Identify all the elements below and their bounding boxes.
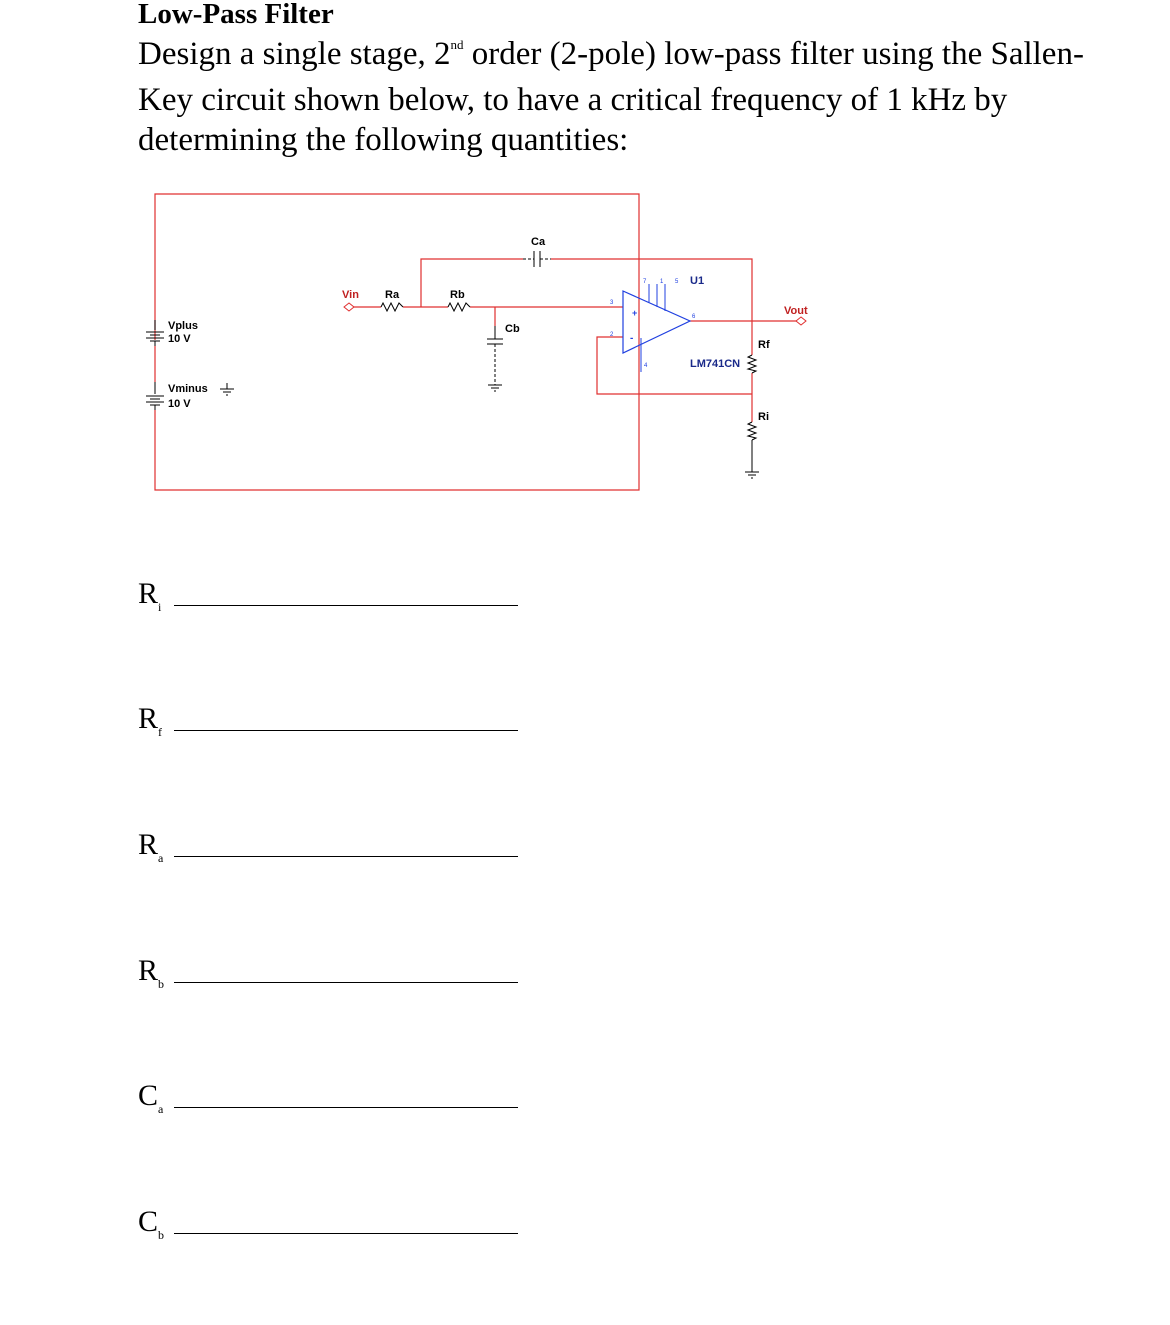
pin-7-label: 7	[643, 279, 647, 285]
ra-resistor	[381, 303, 403, 311]
ca-right-wire	[551, 259, 752, 321]
opamp-model-label: LM741CN	[690, 358, 741, 370]
ri-ground	[745, 472, 759, 478]
vin-terminal	[344, 303, 354, 311]
answer-blank-ra[interactable]	[174, 856, 518, 857]
answer-ri	[138, 578, 538, 618]
cb-ground	[488, 385, 502, 391]
prompt-text-after: order (2-pole) low-pass filter using the Sallen-Key circuit shown below, to have a critical frequency of 1 kHz by determining the following quantities:	[138, 36, 1084, 158]
pin-2-label: 2	[610, 332, 614, 338]
inv-sign: -	[630, 333, 634, 344]
quantity-symbol: C	[138, 1205, 159, 1238]
quantity-symbol: R	[138, 828, 159, 861]
answer-rb	[138, 955, 538, 995]
rf-label: Rf	[758, 339, 770, 351]
grounds	[220, 383, 759, 478]
supply-ground	[220, 383, 234, 395]
answer-blank-rf[interactable]	[174, 730, 518, 731]
vin-label: Vin	[342, 289, 359, 301]
ra-label: Ra	[385, 289, 400, 301]
wires	[155, 194, 800, 490]
prompt-superscript: nd	[450, 37, 464, 52]
quantity-subscript: a	[158, 1102, 164, 1116]
quantity-subscript: b	[158, 1228, 164, 1242]
quantity-subscript: i	[158, 600, 162, 614]
cb-label: Cb	[505, 323, 520, 335]
terminals	[344, 303, 806, 325]
quantity-subscript: a	[158, 851, 164, 865]
ca-left-wire	[421, 259, 523, 307]
pin-4-label: 4	[644, 363, 648, 369]
vplus-label: Vplus	[168, 320, 198, 332]
answer-rf	[138, 703, 538, 743]
quantity-subscript: f	[158, 725, 162, 739]
answer-blank-cb[interactable]	[174, 1233, 518, 1234]
ca-label: Ca	[531, 236, 546, 248]
answer-ca	[138, 1080, 538, 1120]
quantity-symbol: R	[138, 702, 159, 735]
supply-loop-wire	[155, 194, 639, 490]
vminus-battery	[146, 382, 164, 410]
vout-label: Vout	[784, 305, 808, 317]
rb-label: Rb	[450, 289, 465, 301]
answer-cb	[138, 1206, 538, 1246]
answer-blank-rb[interactable]	[174, 982, 518, 983]
pin-6-label: 6	[692, 314, 696, 320]
pin-1-label: 1	[660, 279, 664, 285]
quantity-symbol: R	[138, 954, 159, 987]
rf-resistor	[748, 355, 756, 373]
ri-label: Ri	[758, 411, 769, 423]
quantity-subscript: b	[158, 977, 164, 991]
prompt-text-before: Design a single stage, 2	[138, 36, 451, 72]
resistors	[381, 303, 756, 440]
opamp-u1	[610, 275, 740, 372]
noninv-sign: +	[632, 308, 638, 318]
pin-3-label: 3	[610, 300, 614, 306]
u1-label: U1	[690, 275, 705, 287]
capacitors	[487, 251, 551, 385]
opamp-pins	[641, 284, 665, 372]
quantity-symbol: C	[138, 1079, 159, 1112]
page-title: Low-Pass Filter	[138, 0, 334, 30]
pin-5-label: 5	[675, 279, 679, 285]
component-labels	[168, 236, 770, 423]
vminus-value: 10 V	[168, 398, 191, 410]
vplus-value: 10 V	[168, 333, 191, 345]
answer-blank-ri[interactable]	[174, 605, 518, 606]
sallen-key-schematic	[0, 0, 1170, 520]
answer-ra	[138, 829, 538, 869]
vminus-label: Vminus	[168, 383, 208, 395]
quantity-symbol: R	[138, 577, 159, 610]
answer-blank-ca[interactable]	[174, 1107, 518, 1108]
ri-resistor	[748, 422, 756, 440]
rb-resistor	[448, 303, 470, 311]
vout-terminal	[796, 317, 806, 325]
